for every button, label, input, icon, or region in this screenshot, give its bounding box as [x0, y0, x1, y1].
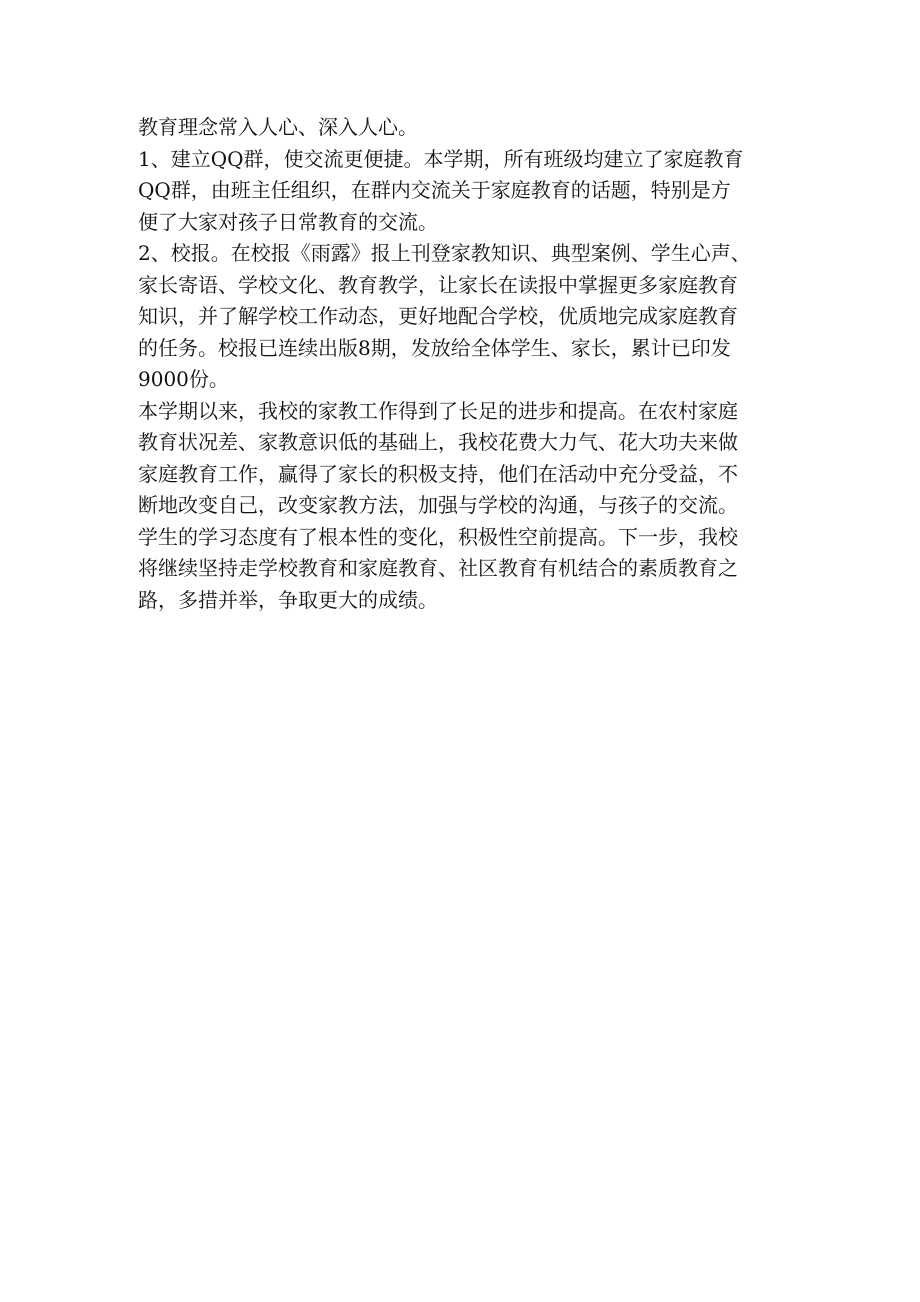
text-line: 将继续坚持走学校教育和家庭教育、社区教育有机结合的素质教育之: [138, 556, 738, 580]
text-line: 教育状况差、家教意识低的基础上，我校花费大力气、花大功夫来做: [138, 430, 738, 454]
text-line: 9000份。: [138, 367, 229, 391]
text-line: 路，多措并举，争取更大的成绩。: [138, 587, 438, 612]
text-line: QQ群，由班主任组织，在群内交流关于家庭教育的话题，特别是方: [138, 178, 731, 202]
text-line: 便了大家对孩子日常教育的交流。: [138, 209, 438, 234]
text-line: 2、校报。在校报《雨露》报上刊登家教知识、典型案例、学生心声、: [138, 241, 751, 265]
text-line: 教育理念常入人心、深入人心。: [138, 115, 418, 139]
text-line: 知识，并了解学校工作动态，更好地配合学校，优质地完成家庭教育: [138, 304, 738, 328]
document-page: [138, 112, 788, 616]
text-line: 本学期以来，我校的家教工作得到了长足的进步和提高。在农村家庭: [138, 398, 738, 423]
text-line: 学生的学习态度有了根本性的变化，积极性空前提高。下一步，我校: [138, 524, 738, 549]
text-line: 家长寄语、学校文化、教育教学，让家长在读报中掌握更多家庭教育: [138, 272, 738, 297]
text-line: 的任务。校报已连续出版8期，发放给全体学生、家长，累计已印发: [138, 335, 731, 360]
text-line: 断地改变自己，改变家教方法，加强与学校的沟通，与孩子的交流。: [138, 493, 738, 517]
text-line: 1、建立QQ群，使交流更便捷。本学期，所有班级均建立了家庭教育: [138, 146, 744, 171]
text-line: 家庭教育工作，赢得了家长的积极支持，他们在活动中充分受益，不: [138, 461, 738, 486]
